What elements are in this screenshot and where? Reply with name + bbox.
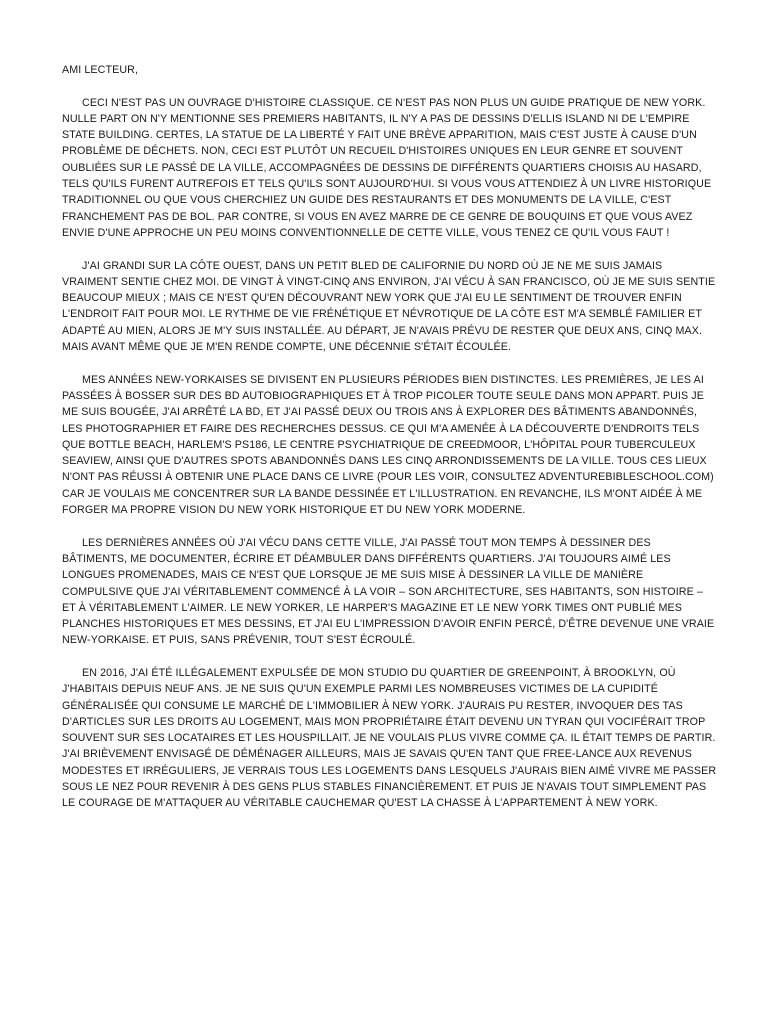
paragraph-eviction: EN 2016, J'AI ÉTÉ ILLÉGALEMENT EXPULSÉE DE MON STUDIO DU QUARTIER DE GREENPOINT, À BROOKLYN, OÙ J'HABITAIS DEPUIS NEUF ANS. JE NE SUIS QU'UN EXEMPLE PARMI LES NOMBREUSES VICTIMES DE LA CUPIDITÉ GÉNÉRALISÉE QUI CONSUME LE MARCHÉ DE L'IMMOBILIER À NEW YORK. J'AURAIS PU RESTER, INVOQUER DES TAS D'ARTICLES SUR LES DROITS AU LOGEMENT, MAIS MON PROPRIÉTAIRE ÉTAIT DEVENU UN TYRAN QUI VOCIFÉRAIT TROP SOUVENT SUR SES LOCATAIRES ET LES HOUSPILLAIT. JE NE VOULAIS PLUS VIVRE COMME ÇA. IL ÉTAIT TEMPS DE PARTIR. J'AI BRIÈVEMENT ENVISAGÉ DE DÉMÉNAGER AILLEURS, MAIS JE SAVAIS QU'EN TANT QUE FREE-LANCE AUX REVENUS MODESTES ET IRRÉGULIERS, JE VERRAIS TOUS LES LOGEMENTS DANS LESQUELS J'AURAIS BIEN AIMÉ VIVRE ME PASSER SOUS LE NEZ POUR REVENIR À DES GENS PLUS STABLES FINANCIÈREMENT. ET PUIS JE N'AVAIS TOUT SIMPLEMENT PAS LE COURAGE DE M'ATTAQUER AU VÉRITABLE CAUCHEMAR QU'EST LA CHASSE À L'APPARTEMENT À NEW YORK. [62,666,717,810]
paragraph-new-york-years: MES ANNÉES NEW-YORKAISES SE DIVISENT EN PLUSIEURS PÉRIODES BIEN DISTINCTES. LES PREMIÈRES, JE LES AI PASSÉES À BOSSER SUR DES BD AUTOBIOGRAPHIQUES ET À TROP PICOLER TOUTE SEULE DANS MON APPART. PUIS JE ME SUIS BOUGÉE, J'AI ARRÊTÉ LA BD, ET J'AI PASSÉ DEUX OU TROIS ANS À EXPLORER DES BÂTIMENTS ABANDONNÉS, LES PHOTOGRAPHIER ET FAIRE DES RECHERCHES DESSUS. CE QUI M'A AMENÉE À LA DÉCOUVERTE D'ENDROITS TELS QUE BOTTLE BEACH, HARLEM'S PS186, LE CENTRE PSYCHIATRIQUE DE CREEDMOOR, L'HÔPITAL POUR TUBERCULEUX SEAVIEW, AINSI QUE D'AUTRES SPOTS ABANDONNÉS DANS LES CINQ ARRONDISSEMENTS DE LA VILLE. TOUS CES LIEUX N'ONT PAS RÉUSSI À OBTENIR UNE PLACE DANS CE LIVRE (POUR LES VOIR, CONSULTEZ ADVENTUREBIBLESCHOOL.COM) CAR JE VOULAIS ME CONCENTRER SUR LA BANDE DESSINÉE ET L'ILLUSTRATION. EN REVANCHE, ILS M'ONT AIDÉE À ME FORGER MA PROPRE VISION DU NEW YORK HISTORIQUE ET DU NEW YORK MODERNE. [62,373,714,517]
paragraph-intro: CECI N'EST PAS UN OUVRAGE D'HISTOIRE CLASSIQUE. CE N'EST PAS NON PLUS UN GUIDE PRATIQUE DE NEW YORK. NULLE PART ON N'Y MENTIONNE SES PREMIERS HABITANTS, IL N'Y A PAS DE DESSINS D'ELLIS ISLAND NI DE L'EMPIRE STATE BUILDING. CERTES, LA STATUE DE LA LIBERTÉ Y FAIT UNE BRÈVE APPARITION, MAIS C'EST JUSTE À CAUSE D'UN PROBLÈME DE DÉCHETS. NON, CECI EST PLUTÔT UN RECUEIL D'HISTOIRES UNIQUES EN LEUR GENRE ET SOUVENT OUBLIÉES SUR LE PASSÉ DE LA VILLE, ACCOMPAGNÉES DE DESSINS DE DIFFÉRENTS QUARTIERS CHOISIS AU HASARD, TELS QU'ILS FURENT AUTREFOIS ET TELS QU'ILS SONT AUJOURD'HUI. SI VOUS VOUS ATTENDIEZ À UN LIVRE HISTORIQUE TRADITIONNEL OU QUE VOUS CHERCHIEZ UN GUIDE DES RESTAURANTS ET DES MONUMENTS DE LA VILLE, C'EST FRANCHEMENT PAS DE BOL. PAR CONTRE, SI VOUS EN AVEZ MARRE DE CE GENRE DE BOUQUINS ET QUE VOUS AVEZ ENVIE D'UNE APPROCHE UN PEU MOINS CONVENTIONNELLE DE CETTE VILLE, VOUS TENEZ CE QU'IL VOUS FAUT ! [62,96,712,239]
salutation: AMI LECTEUR, [62,64,139,76]
letter-page [62,62,717,828]
paragraph-last-years: LES DERNIÈRES ANNÉES OÙ J'AI VÉCU DANS CETTE VILLE, J'AI PASSÉ TOUT MON TEMPS À DESSINER DES BÂTIMENTS, ME DOCUMENTER, ÉCRIRE ET DÉAMBULER DANS DIFFÉRENTS QUARTIERS. J'AI TOUJOURS AIMÉ LES LONGUES PROMENADES, MAIS CE N'EST QUE LORSQUE JE ME SUIS MISE À DESSINER LA VILLE DE MANIÈRE COMPULSIVE QUE J'AI VÉRITABLEMENT COMMENCÉ À LA VOIR – SON ARCHITECTURE, SES HABITANTS, SON HISTOIRE – ET À VÉRITABLEMENT L'AIMER. LE NEW YORKER, LE HARPER'S MAGAZINE ET LE NEW YORK TIMES ONT PUBLIÉ MES PLANCHES HISTORIQUES ET MES DESSINS, ET J'AI EU L'IMPRESSION D'AVOIR ENFIN PERCÉ, D'ÊTRE DEVENUE UNE VRAIE NEW-YORKAISE. ET PUIS, SANS PRÉVENIR, TOUT S'EST ÉCROULÉ. [62,536,715,647]
paragraph-west-coast: J'AI GRANDI SUR LA CÔTE OUEST, DANS UN PETIT BLED DE CALIFORNIE DU NORD OÙ JE NE ME SUIS JAMAIS VRAIMENT SENTIE CHEZ MOI. DE VINGT À VINGT-CINQ ANS ENVIRON, J'AI VÉCU À SAN FRANCISCO, OÙ JE ME SUIS SENTIE BEAUCOUP MIEUX ; MAIS CE N'EST QU'EN DÉCOUVRANT NEW YORK QUE J'AI EU LE SENTIMENT DE TROUVER ENFIN L'ENDROIT FAIT POUR MOI. LE RYTHME DE VIE FRÉNÉTIQUE ET NÉVROTIQUE DE LA CÔTE EST M'A SEMBLÉ FAMILIER ET ADAPTÉ AU MIEN, ALORS JE M'Y SUIS INSTALLÉE. AU DÉPART, JE N'AVAIS PRÉVU DE RESTER QUE DEUX ANS, CINQ MAX. MAIS AVANT MÊME QUE JE M'EN RENDE COMPTE, UNE DÉCENNIE S'ÉTAIT ÉCOULÉE. [62,259,716,354]
